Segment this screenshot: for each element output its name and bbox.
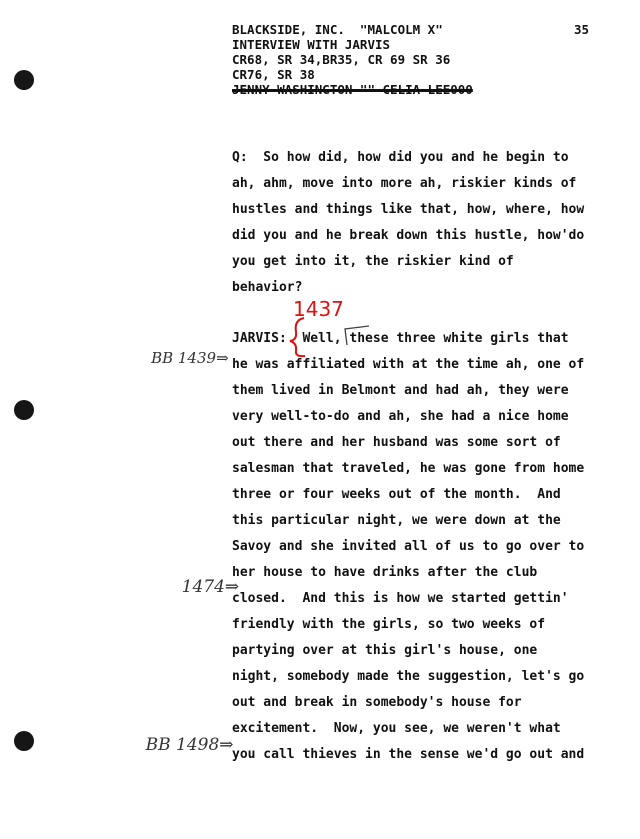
header-line: CR68, SR 34,BR35, CR 69 SR 36 (232, 52, 451, 67)
margin-note-text: BB 1498 (145, 735, 220, 755)
red-bracket-icon (290, 318, 305, 356)
arrow-icon: ⇒ (224, 577, 240, 597)
transcript-line: did you and he break down this hustle, how'do (232, 228, 585, 243)
margin-note-text: BB 1439 (151, 349, 217, 367)
header-line: BLACKSIDE, INC. "MALCOLM X" (232, 22, 443, 37)
transcript-line: out there and her husband was some sort of (232, 435, 561, 450)
transcript-line: he was affiliated with at the time ah, one of (232, 357, 585, 372)
transcript-line: partying over at this girl's house, one (232, 643, 538, 658)
transcript-line: out and break in somebody's house for (232, 695, 522, 710)
transcript-line: you call thieves in the sense we'd go out and (232, 747, 585, 762)
transcript-line: Savoy and she invited all of us to go over to (232, 539, 585, 554)
transcript-line: very well-to-do and ah, she had a nice home (232, 409, 569, 424)
transcript-line: night, somebody made the suggestion, let's go (232, 669, 585, 684)
transcript-line: hustles and things like that, how, where, how (232, 202, 585, 217)
transcript-line: three or four weeks out of the month. And (232, 487, 561, 502)
header-line-struck: JENNY WASHINGTON "" CELIA LEE000 (232, 82, 473, 97)
transcript-line: excitement. Now, you see, we weren't what (232, 721, 561, 736)
transcript-line: her house to have drinks after the club (232, 565, 538, 580)
transcript-line: JARVIS: Well, these three white girls that (232, 331, 569, 346)
header-line: CR76, SR 38 (232, 67, 315, 82)
transcript-line: them lived in Belmont and had ah, they were (232, 383, 569, 398)
pencil-bracket-icon (345, 326, 369, 345)
timecode-annotation: 1437 (293, 297, 344, 321)
arrow-icon: ⇒ (216, 349, 229, 367)
transcript-line: behavior? (232, 280, 303, 295)
transcript-line: friendly with the girls, so two weeks of (232, 617, 546, 632)
transcript-line: you get into it, the riskier kind of (232, 254, 514, 269)
transcript-line: closed. And this is how we started gettin' (232, 591, 569, 606)
margin-note-text: 1474 (181, 577, 225, 597)
transcript-line: salesman that traveled, he was gone from home (232, 461, 585, 476)
page-number: 35 (574, 22, 590, 37)
transcript-line: ah, ahm, move into more ah, riskier kinds of (232, 176, 577, 191)
transcript-line: this particular night, we were down at the (232, 513, 561, 528)
transcript-line: Q: So how did, how did you and he begin to (232, 150, 569, 165)
header-line: INTERVIEW WITH JARVIS (232, 37, 391, 52)
arrow-icon: ⇒ (219, 735, 234, 755)
